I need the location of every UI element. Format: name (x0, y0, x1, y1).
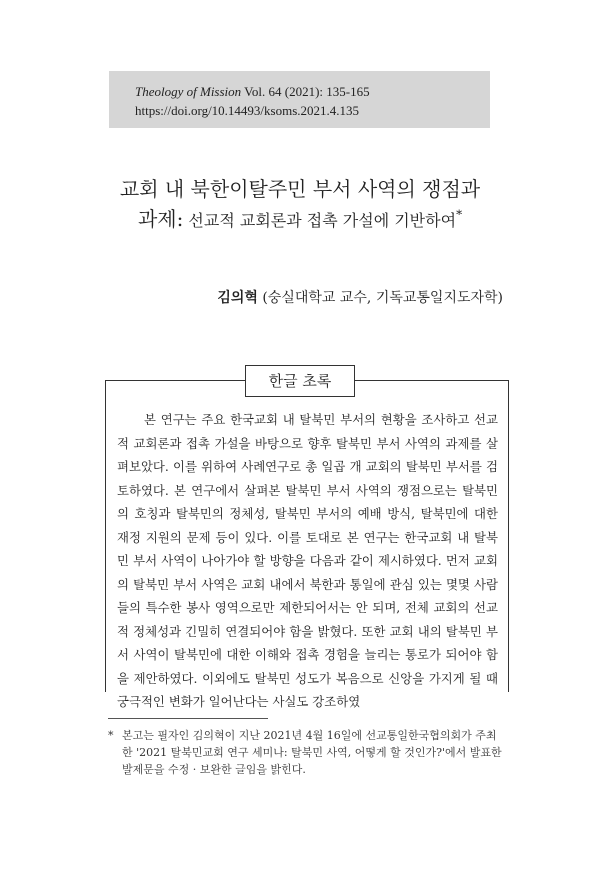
abstract-body: 본 연구는 주요 한국교회 내 탈북민 부서의 현황을 조사하고 선교적 교회론과 접촉 가설을 바탕으로 향후 탈북민 부서 사역의 과제를 살펴보았다. 이를 위하여 사례연구로 총 일곱 개 교회의 탈북민 부서를 검토하였다. 본 연구에서 살펴본 탈북민 부서 사역의 쟁점으로는 탈북민의 호칭과 탈북민의 정체성, 탈북민 부서의 예배 방식, 탈북민에 대한 재정 지원의 문제 등이 있다. 이를 토대로 본 연구는 한국교회 내 탈북민 부서 사역이 나아가야 할 방향을 다음과 같이 제시하였다. 먼저 교회의 탈북민 부서 사역은 교회 내에서 북한과 통일에 관심 있는 몇몇 사람들의 특수한 봉사 영역으로만 제한되어서는 안 되며, 전체 교회의 선교적 정체성과 긴밀히 연결되어야 함을 밝혔다. 또한 교회 내의 탈북민 부서 사역이 탈북민에 대한 이해와 접촉 경험을 늘리는 통로가 되어야 함을 제안하였다. 이외에도 탈북민 성도가 복음으로 신앙을 가지게 될 때 궁극적인 변화가 일어난다는 사실도 강조하였 (117, 412, 498, 709)
article-subtitle: 선교적 교회론과 접촉 가설에 기반하여 (183, 211, 457, 230)
author-line (217, 287, 503, 307)
article-title-line-2 (60, 203, 540, 232)
footnote-mark: * (108, 729, 114, 742)
article-title-main: 과제: (137, 207, 184, 231)
author-name: 김의혁 (217, 290, 258, 306)
abstract-heading: 한글 초록 (245, 365, 355, 397)
article-title-line-1: 교회 내 북한이탈주민 부서 사역의 쟁점과 (119, 177, 481, 201)
footnote-divider (108, 718, 268, 719)
journal-citation-box (109, 71, 490, 128)
journal-name: Theology of Mission (135, 84, 242, 99)
journal-volume-pages: Vol. 64 (2021): 135-165 (241, 84, 370, 99)
author-affiliation: (숭실대학교 교수, 기독교통일지도자학) (257, 290, 503, 306)
footnote-text: 본고는 필자인 김의혁이 지난 2021년 4월 16일에 선교통일한국협의회가 주최한 '2021 탈북민교회 연구 세미나: 탈북민 사역, 어떻게 할 것인가?'에서 발표한 발제문을 수정 · 보완한 글임을 밝힌다. (122, 729, 502, 776)
title-footnote-mark[interactable]: * (456, 207, 463, 222)
journal-citation-line (135, 82, 490, 101)
footnote (108, 727, 506, 778)
doi-link[interactable]: https://doi.org/10.14493/ksoms.2021.4.135 (135, 103, 360, 118)
